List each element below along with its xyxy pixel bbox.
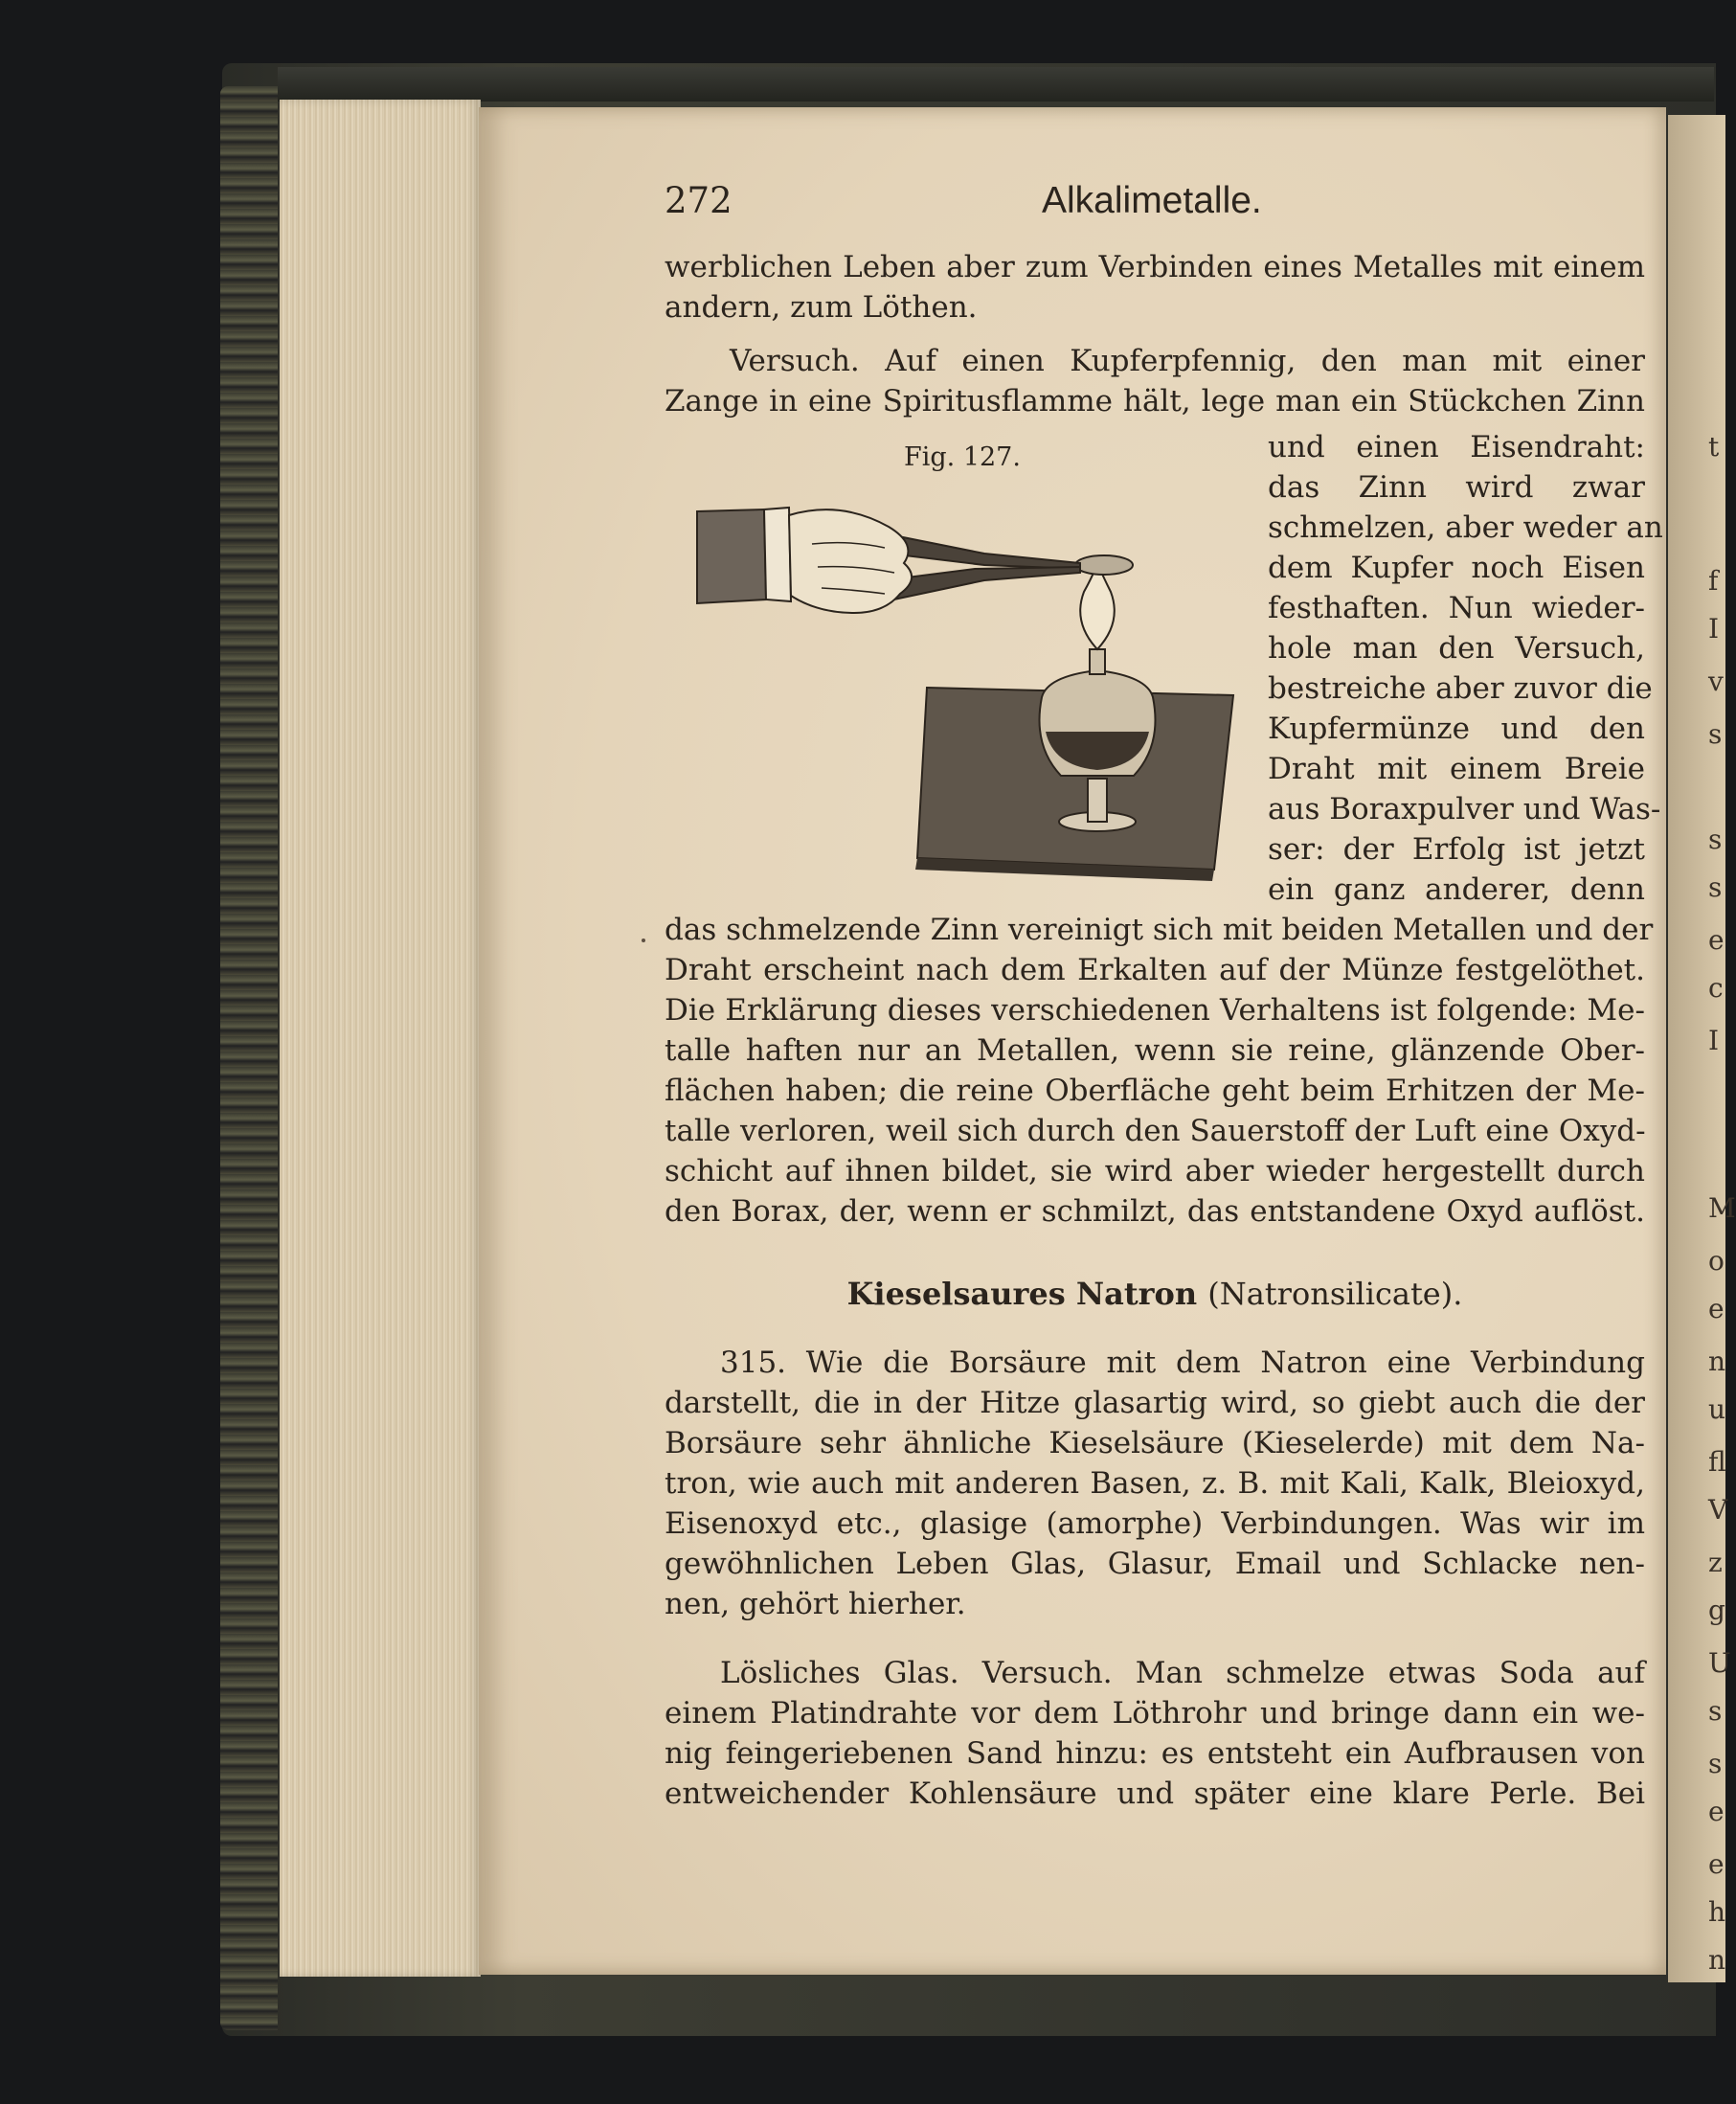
text-line: talle haften nur an Metallen, wenn sie reine, glänzende Ober- bbox=[665, 1033, 1645, 1068]
text-line: darstellt, die in der Hitze glasartig wird, so giebt auch die der bbox=[665, 1386, 1645, 1420]
next-page-letter: s bbox=[1708, 1695, 1723, 1727]
text-line: flächen haben; die reine Oberfläche geht beim Erhitzen der Me- bbox=[665, 1074, 1645, 1108]
text-line: schmelzen, aber weder an bbox=[1268, 510, 1663, 545]
next-page-letter: s bbox=[1708, 871, 1723, 903]
lamp-neck bbox=[1090, 649, 1105, 674]
next-page-letter: s bbox=[1708, 718, 1723, 750]
section-heading-bold: Kieselsaures Natron bbox=[846, 1276, 1198, 1312]
figure-tongs-flame-illustration bbox=[697, 506, 1262, 883]
next-page-letter: z bbox=[1708, 1547, 1723, 1578]
next-page-letter: g bbox=[1708, 1595, 1725, 1626]
text-line: hole man den Versuch, bbox=[1268, 631, 1645, 666]
next-page-letter: e bbox=[1708, 1293, 1725, 1324]
next-page-letter: U bbox=[1708, 1647, 1731, 1679]
text-line: nig feingeriebenen Sand hinzu: es entsteht ein Aufbrausen von bbox=[665, 1736, 1645, 1771]
figure-caption: Fig. 127. bbox=[904, 442, 1021, 472]
paper-speck bbox=[642, 939, 645, 942]
next-page-letter: c bbox=[1708, 972, 1724, 1004]
copper-coin bbox=[1075, 555, 1133, 575]
text-line: gewöhnlichen Leben Glas, Glasur, Email und Schlacke nen- bbox=[665, 1547, 1645, 1581]
text-line: aus Boraxpulver und Was- bbox=[1268, 792, 1661, 826]
next-page-letter: I bbox=[1708, 1025, 1720, 1056]
next-page-letter: e bbox=[1708, 1848, 1725, 1880]
text-line: 315. Wie die Borsäure mit dem Natron eine Verbindung bbox=[720, 1346, 1645, 1380]
text-line: Lösliches Glas. Versuch. Man schmelze etwas Soda auf bbox=[720, 1656, 1645, 1690]
text-line: Die Erklärung dieses verschiedenen Verhaltens ist folgende: Me- bbox=[665, 993, 1645, 1028]
section-heading-plain: (Natronsilicate). bbox=[1207, 1276, 1463, 1312]
text-line: Zange in eine Spiritusflamme hält, lege man ein Stückchen Zinn bbox=[665, 384, 1645, 419]
text-line: Kupfermünze und den bbox=[1268, 712, 1645, 746]
text-line: ser: der Erfolg ist jetzt bbox=[1268, 832, 1645, 867]
next-page-letter: e bbox=[1708, 924, 1725, 956]
text-line: nen, gehört hierher. bbox=[665, 1587, 966, 1621]
text-line: bestreiche aber zuvor die bbox=[1268, 671, 1653, 706]
text-line: werblichen Leben aber zum Verbinden eines Metalles mit einem bbox=[665, 250, 1645, 284]
next-page-letter: v bbox=[1708, 666, 1724, 697]
next-page-edge bbox=[1668, 115, 1736, 1982]
cover-top-edge bbox=[278, 67, 1714, 102]
text-line: und einen Eisendraht: bbox=[1268, 430, 1645, 464]
lamp-stem bbox=[1088, 779, 1107, 822]
text-line: das Zinn wird zwar bbox=[1268, 470, 1645, 505]
text-line: schicht auf ihnen bildet, sie wird aber wieder hergestellt durch bbox=[665, 1154, 1645, 1188]
text-line: Versuch. Auf einen Kupferpfennig, den man mit einer bbox=[730, 344, 1645, 378]
next-page-letter: e bbox=[1708, 1796, 1725, 1827]
text-line: Draht mit einem Breie bbox=[1268, 752, 1645, 786]
text-line: andern, zum Löthen. bbox=[665, 290, 978, 325]
next-page-letter: fl bbox=[1708, 1446, 1726, 1478]
next-page-letter: o bbox=[1708, 1245, 1725, 1277]
flame bbox=[1080, 563, 1115, 649]
text-line: Borsäure sehr ähnliche Kieselsäure (Kieselerde) mit dem Na- bbox=[665, 1426, 1645, 1460]
hand bbox=[789, 509, 912, 613]
text-line: einem Platindrahte vor dem Löthrohr und bringe dann ein we- bbox=[665, 1696, 1645, 1731]
text-line: tron, wie auch mit anderen Basen, z. B. mit Kali, Kalk, Bleioxyd, bbox=[665, 1466, 1645, 1501]
text-line: Eisenoxyd etc., glasige (amorphe) Verbindungen. Was wir im bbox=[665, 1506, 1645, 1541]
text-line: den Borax, der, wenn er schmilzt, das entstandene Oxyd auflöst. bbox=[665, 1194, 1645, 1229]
page-header bbox=[665, 180, 1651, 228]
shirt-cuff bbox=[764, 508, 791, 601]
next-page-letter: M bbox=[1708, 1192, 1736, 1224]
text-line: dem Kupfer noch Eisen bbox=[1268, 551, 1645, 585]
next-page-letter: s bbox=[1708, 824, 1723, 855]
next-page-letter: s bbox=[1708, 1748, 1723, 1779]
text-line: festhaften. Nun wieder- bbox=[1268, 591, 1645, 625]
page-title: Alkalimetalle. bbox=[1042, 180, 1262, 221]
page-number: 272 bbox=[665, 180, 733, 221]
text-line: talle verloren, weil sich durch den Sauerstoff der Luft eine Oxyd- bbox=[665, 1114, 1646, 1148]
next-page-letter: n bbox=[1708, 1346, 1726, 1377]
page-edges bbox=[280, 100, 481, 1977]
next-page-letter: f bbox=[1708, 565, 1719, 597]
next-page-letter: t bbox=[1708, 431, 1720, 463]
next-page-letter: u bbox=[1708, 1393, 1726, 1425]
book-spine bbox=[220, 86, 278, 2030]
tongs-upper-arm bbox=[879, 532, 1080, 569]
next-page-letter: I bbox=[1708, 613, 1720, 645]
text-line: Draht erscheint nach dem Erkalten auf der Münze festgelöthet. bbox=[665, 953, 1645, 987]
next-page-letter: n bbox=[1708, 1944, 1726, 1976]
text-line: entweichender Kohlensäure und später eine klare Perle. Bei bbox=[665, 1776, 1645, 1811]
next-page-letter: V bbox=[1708, 1494, 1728, 1526]
section-heading bbox=[665, 1276, 1645, 1312]
text-line: das schmelzende Zinn vereinigt sich mit beiden Metallen und der bbox=[665, 913, 1654, 947]
sleeve bbox=[697, 509, 766, 603]
next-page-letter: h bbox=[1708, 1896, 1726, 1928]
text-line: ein ganz anderer, denn bbox=[1268, 872, 1645, 907]
